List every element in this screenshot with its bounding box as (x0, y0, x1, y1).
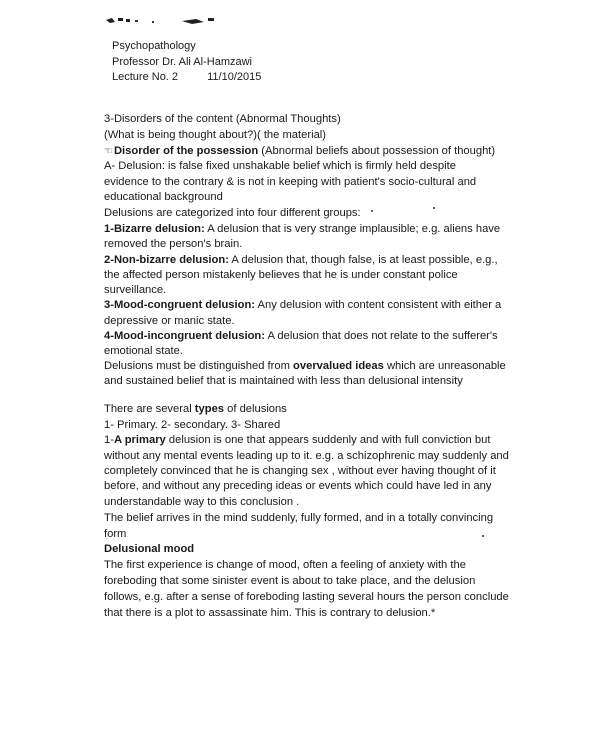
categorized-line: Delusions are categorized into four different groups: (104, 207, 361, 219)
nonbizarre-label: 2-Non-bizarre delusion: (104, 254, 229, 266)
lecture-label: Lecture No. 2 (112, 71, 179, 83)
primary-line-3: completely convinced that he is changing sex , without ever having thought of it (104, 465, 496, 477)
scan-speck (482, 535, 484, 537)
types-post: of delusions (224, 403, 287, 415)
types-line (104, 401, 287, 417)
belief-line-1: The belief arrives in the mind suddenly, fully formed, and in a totally convincing (104, 512, 494, 524)
mood-line-1: The first experience is change of mood, often a feeling of anxiety with the (104, 559, 466, 571)
possession-note: (Abnormal beliefs about possession of thought) (258, 145, 496, 157)
course-title: Psychopathology (112, 40, 196, 52)
scan-speck (371, 210, 373, 212)
nonbizarre-text: A delusion that, though false, is at least possible, e.g., (228, 254, 498, 266)
delusion-definition-1: A- Delusion: is false fixed unshakable belief which is firmly held despite (104, 160, 456, 172)
mood-line-4: that there is a plot to assassinate him. This is contrary to delusion.* (104, 607, 436, 619)
delusional-mood-heading (104, 541, 194, 557)
types-pre: There are several (104, 403, 195, 415)
primary-post: delusion is one that appears suddenly and with full conviction but (165, 434, 491, 446)
moodincong-label: 4-Mood-incongruent delusion: (104, 330, 265, 342)
delusion-definition-3: educational background (104, 191, 223, 203)
moodincong-line-1 (104, 328, 498, 344)
types-list: 1- Primary. 2- secondary. 3- Shared (104, 419, 281, 431)
pointing-hand-icon: ☜ (104, 146, 113, 157)
primary-bold: A primary (113, 434, 166, 446)
mood-line-3: follows, e.g. after a sense of foreboding lasting several hours the person conclude (104, 591, 509, 603)
bizarre-label: 1-Bizarre delusion: (104, 223, 205, 235)
nonbizarre-line-1 (104, 252, 498, 268)
professor-name: Professor Dr. Ali Al-Hamzawi (112, 56, 252, 68)
bizarre-line-2: removed the person's brain. (104, 238, 243, 250)
mood-heading-text: Delusional mood (104, 543, 195, 555)
bizarre-line-1 (104, 221, 500, 237)
moodcong-label: 3-Mood-congruent delusion: (104, 299, 256, 311)
moodcong-line-2: depressive or manic state. (104, 315, 235, 327)
overvalued-post: which are unreasonable (383, 360, 506, 372)
overvalued-bold: overvalued ideas (293, 360, 384, 372)
lecture-number (112, 69, 261, 85)
primary-line-4: before, and without any preceding ideas or events which could have led in any (104, 480, 492, 492)
primary-line-1 (104, 432, 490, 448)
lecture-date: 11/10/2015 (207, 71, 262, 83)
nonbizarre-line-3: surveillance. (104, 284, 167, 296)
overvalued-pre: Delusions must be distinguished from (104, 360, 294, 372)
overvalued-line-2: and sustained belief that is maintained with less than delusional intensity (104, 375, 463, 387)
primary-line-5: understandable way to this conclusion . (104, 496, 300, 508)
delusion-definition-2: evidence to the contrary & is not in keeping with patient's socio-cultural and (104, 176, 477, 188)
mood-line-2: foreboding that some sinister event is about to take place, and the delusion (104, 575, 476, 587)
moodincong-line-2: emotional state. (104, 345, 183, 357)
moodincong-text: A delusion that does not relate to the sufferer's (264, 330, 498, 342)
primary-line-2: without any mental events leading up to it. e.g. a schizophrenic may suddenly and (104, 450, 509, 462)
section-title: 3-Disorders of the content (Abnormal Thoughts) (104, 113, 341, 125)
types-bold: types (194, 403, 225, 415)
scan-speck (433, 207, 435, 209)
moodcong-text: Any delusion with content consistent with either a (255, 299, 502, 311)
possession-heading: Disorder of the possession (113, 145, 259, 157)
primary-pre: 1- (104, 434, 114, 446)
scan-smudge-marks (104, 14, 224, 26)
bizarre-text: A delusion that is very strange implausible; e.g. aliens have (204, 223, 501, 235)
section-subtitle: (What is being thought about?)( the material) (104, 129, 327, 141)
belief-line-2: form (104, 528, 127, 540)
nonbizarre-line-2: the affected person mistakenly believes that he is under constant police (104, 269, 458, 281)
overvalued-line-1 (104, 358, 506, 374)
moodcong-line-1 (104, 297, 501, 313)
